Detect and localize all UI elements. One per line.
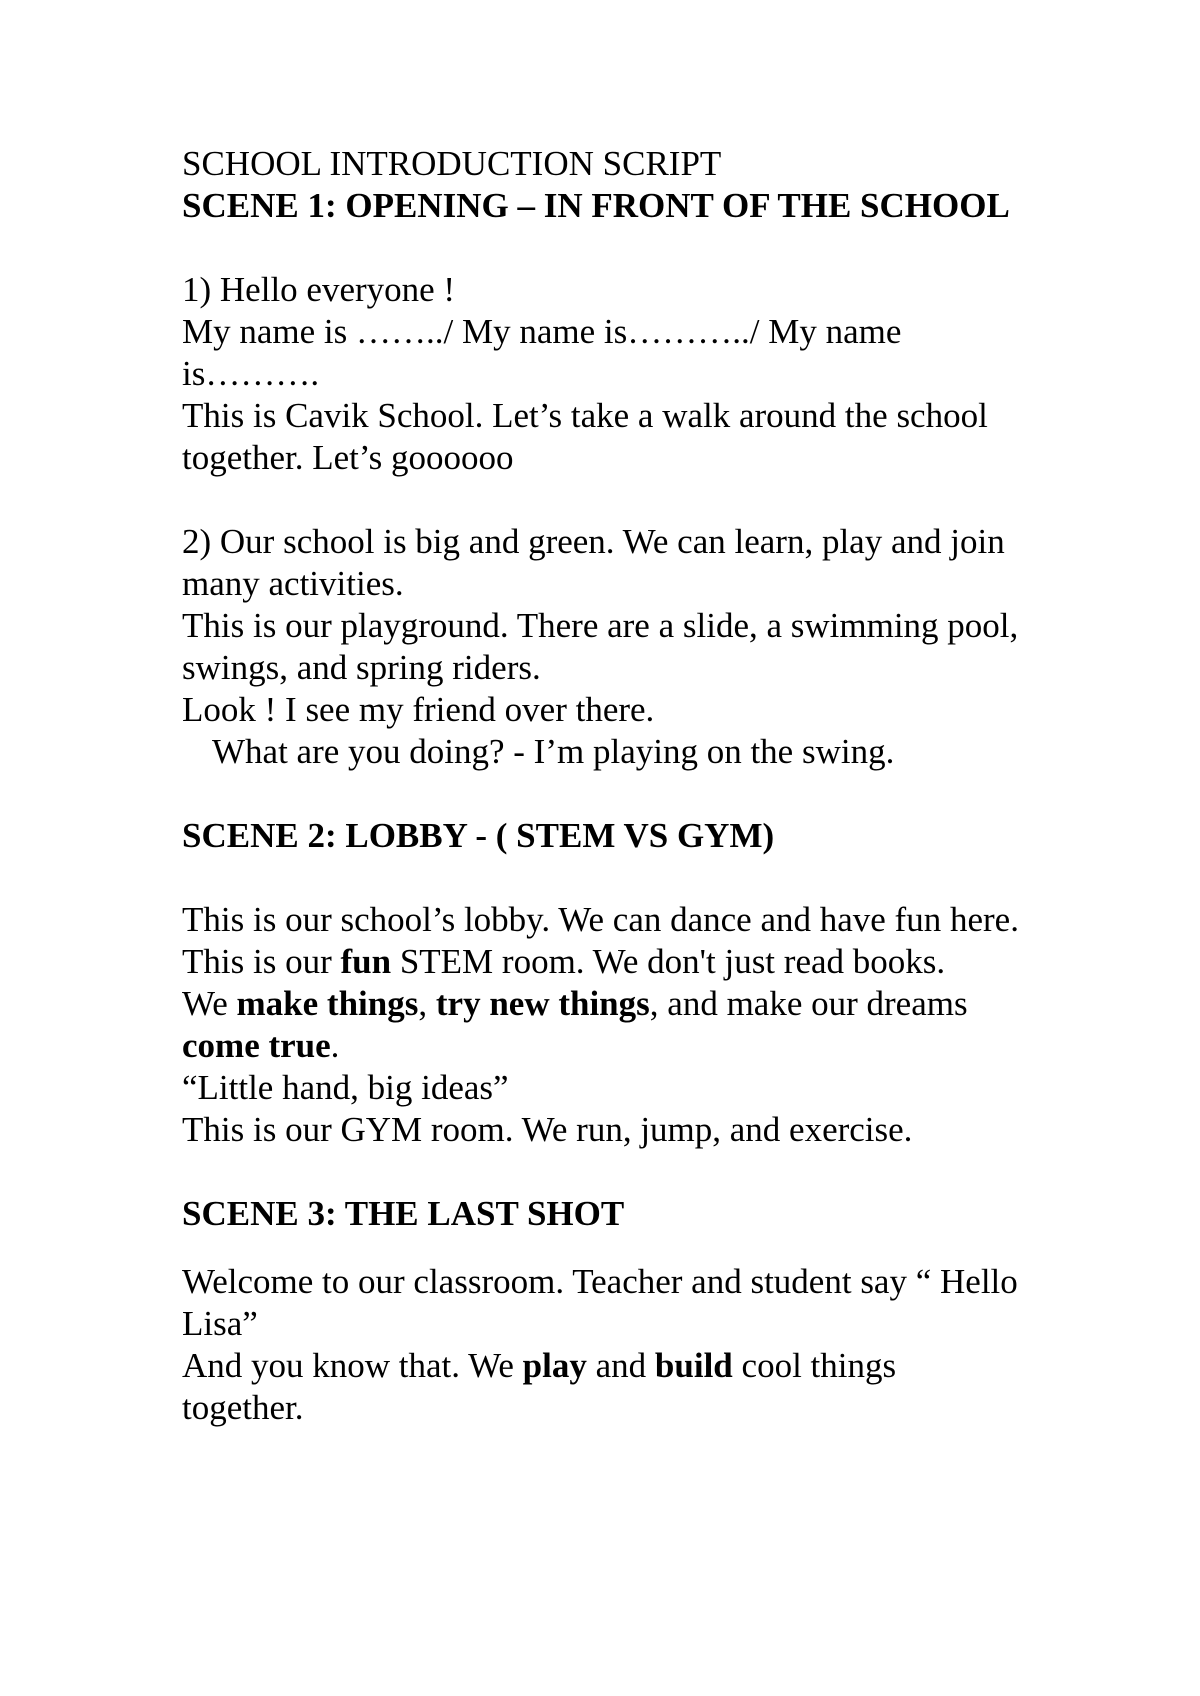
scene-2-gym-room: This is our GYM room. We run, jump, and exercise. bbox=[182, 1110, 913, 1149]
scene-1-school-intro: This is Cavik School. Let’s take a walk around the school together. Let’s goooooo bbox=[182, 396, 988, 477]
text-run: This is our bbox=[182, 942, 341, 981]
text-run: cool things together. bbox=[182, 1346, 897, 1427]
text-run: STEM room. We don't just read books. bbox=[391, 942, 946, 981]
scene-2-lobby: This is our school’s lobby. We can dance and have fun here. bbox=[182, 900, 1019, 939]
bold-text: make things bbox=[236, 984, 419, 1023]
scene-3-classroom: Welcome to our classroom. Teacher and student say “ Hello Lisa” bbox=[182, 1262, 1018, 1343]
text-run: , bbox=[418, 984, 436, 1023]
bold-text: try new things bbox=[435, 984, 650, 1023]
spacer bbox=[182, 479, 1022, 521]
spacer bbox=[182, 227, 1022, 269]
spacer bbox=[182, 1235, 1022, 1261]
text-run: And you know that. We bbox=[182, 1346, 523, 1385]
bold-text: come true bbox=[182, 1026, 331, 1065]
scene-1-friend: Look ! I see my friend over there. bbox=[182, 690, 655, 729]
document-title: SCHOOL INTRODUCTION SCRIPT bbox=[182, 144, 722, 183]
scene-1-playground: This is our playground. There are a slide, a swimming pool, swings, and spring riders. bbox=[182, 606, 1019, 687]
scene-2-quote: “Little hand, big ideas” bbox=[182, 1068, 509, 1107]
bold-text: play bbox=[522, 1346, 587, 1385]
scene-1-names: My name is ……../ My name is………../ My name is………. bbox=[182, 312, 902, 393]
text-run: and bbox=[586, 1346, 655, 1385]
spacer bbox=[182, 857, 1022, 899]
spacer bbox=[182, 773, 1022, 815]
bold-text: build bbox=[654, 1346, 733, 1385]
scene-2-heading: SCENE 2: LOBBY - ( STEM VS GYM) bbox=[182, 816, 775, 855]
scene-1-heading: SCENE 1: OPENING – IN FRONT OF THE SCHOOL bbox=[182, 186, 1010, 225]
text-run: We bbox=[182, 984, 237, 1023]
scene-1-greeting: 1) Hello everyone ! bbox=[182, 270, 456, 309]
scene-1-school-description: 2) Our school is big and green. We can learn, play and join many activities. bbox=[182, 522, 1005, 603]
text-run: . bbox=[330, 1026, 340, 1065]
scene-3-play-build bbox=[182, 1345, 1022, 1429]
scene-3-heading: SCENE 3: THE LAST SHOT bbox=[182, 1194, 625, 1233]
scene-2-stem-room bbox=[182, 941, 1022, 983]
document-body bbox=[182, 143, 1022, 1429]
spacer bbox=[182, 1151, 1022, 1193]
bold-text: fun bbox=[340, 942, 392, 981]
text-run: , and make our dreams bbox=[649, 984, 968, 1023]
scene-1-dialogue: What are you doing? - I’m playing on the swing. bbox=[212, 732, 895, 771]
scene-2-make-things bbox=[182, 983, 1022, 1067]
